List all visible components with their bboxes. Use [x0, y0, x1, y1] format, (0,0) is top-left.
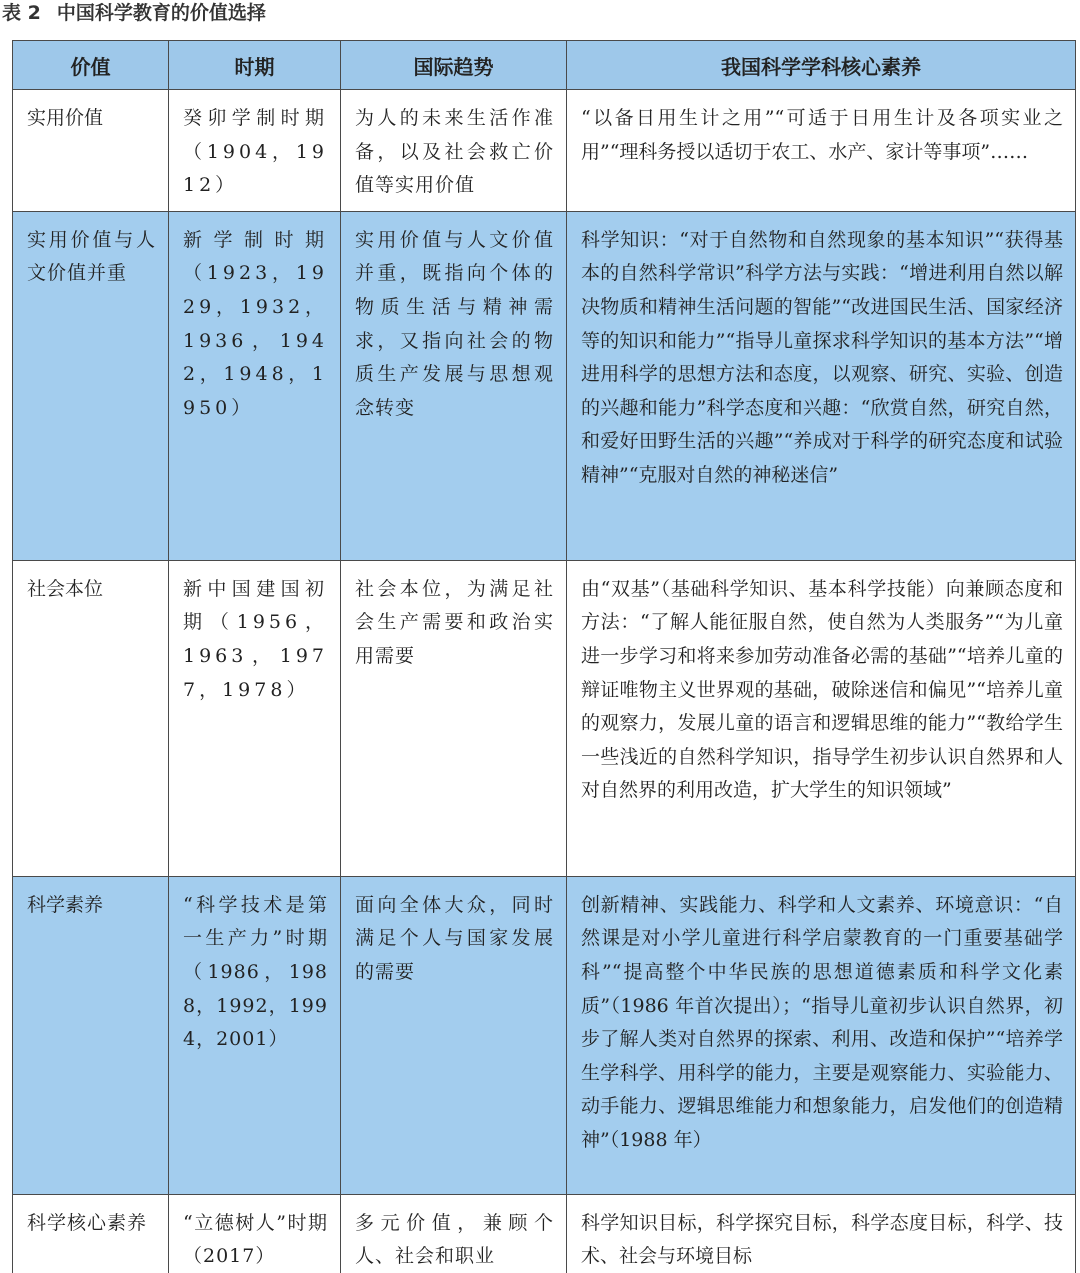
header-trend: 国际趋势 — [341, 41, 567, 90]
table-caption — [2, 0, 266, 26]
cell-literacy: 科学知识：“对于自然物和自然现象的基本知识”“获得基本的自然科学常识”科学方法与实践：“增进利用自然以解决物质和精神生活问题的智能”“改进国民生活、国家经济等的知识和能力”“指导儿童探求科学知识的基本方法”“增进用科学的思想方法和态度，以观察、研究、实验、创造的兴趣和能力”科学态度和兴趣：“欣赏自然，研究自然，和爱好田野生活的兴趣”“养成对于科学的研究态度和试验精神”“克服对自然的神秘迷信” — [567, 211, 1076, 560]
table-row — [13, 876, 1076, 1194]
header-period: 时期 — [169, 41, 341, 90]
cell-value: 科学素养 — [13, 876, 169, 1194]
header-value: 价值 — [13, 41, 169, 90]
cell-value: 科学核心素养 — [13, 1194, 169, 1273]
table-row — [13, 1194, 1076, 1273]
table-row — [13, 211, 1076, 560]
cell-value: 社会本位 — [13, 560, 169, 876]
cell-value: 实用价值与人文价值并重 — [13, 211, 169, 560]
values-table — [12, 40, 1076, 1273]
table-title: 中国科学教育的价值选择 — [56, 2, 266, 24]
cell-period: 癸卯学制时期（1904，1912） — [169, 90, 341, 212]
cell-trend: 社会本位，为满足社会生产需要和政治实用需要 — [341, 560, 567, 876]
cell-literacy: 由“双基”（基础科学知识、基本科学技能）向兼顾态度和方法：“了解人能征服自然，使自然为人类服务”“为儿童进一步学习和将来参加劳动准备必需的基础”“培养儿童的辩证唯物主义世界观的基础，破除迷信和偏见”“培养儿童的观察力，发展儿童的语言和逻辑思维的能力”“教给学生一些浅近的自然科学知识，指导学生初步认识自然界和人对自然界的利用改造，扩大学生的知识领域” — [567, 560, 1076, 876]
table-row — [13, 90, 1076, 212]
cell-period: “立德树人”时期（2017） — [169, 1194, 341, 1273]
cell-literacy: 科学知识目标，科学探究目标，科学态度目标，科学、技术、社会与环境目标 — [567, 1194, 1076, 1273]
cell-trend: 多元价值，兼顾个人、社会和职业 — [341, 1194, 567, 1273]
cell-period: 新中国建国初期（1956，1963，1977，1978） — [169, 560, 341, 876]
cell-trend: 实用价值与人文价值并重，既指向个体的物质生活与精神需求，又指向社会的物质生产发展与思想观念转变 — [341, 211, 567, 560]
cell-value: 实用价值 — [13, 90, 169, 212]
header-row — [13, 41, 1076, 90]
cell-literacy: 创新精神、实践能力、科学和人文素养、环境意识：“自然课是对小学儿童进行科学启蒙教育的一门重要基础学科”“提高整个中华民族的思想道德素质和科学文化素质”（1986 年首次提出）；“指导儿童初步认识自然界，初步了解人类对自然界的探索、利用、改造和保护”“培养学生学科学、用科学的能力，主要是观察能力、实验能力、动手能力、逻辑思维能力和想象能力，启发他们的创造精神”（1988 年） — [567, 876, 1076, 1194]
table-number: 表 2 — [2, 2, 41, 24]
header-literacy: 我国科学学科核心素养 — [567, 41, 1076, 90]
cell-trend: 为人的未来生活作准备，以及社会救亡价值等实用价值 — [341, 90, 567, 212]
cell-trend: 面向全体大众，同时满足个人与国家发展的需要 — [341, 876, 567, 1194]
table-row — [13, 560, 1076, 876]
cell-literacy: “以备日用生计之用”“可适于日用生计及各项实业之用”“理科务授以适切于农工、水产、家计等事项”…… — [567, 90, 1076, 212]
cell-period: “科学技术是第一生产力”时期（1986，1988，1992，1994，2001） — [169, 876, 341, 1194]
cell-period: 新学制时期（1923，1929，1932，1936，1942，1948，1950） — [169, 211, 341, 560]
